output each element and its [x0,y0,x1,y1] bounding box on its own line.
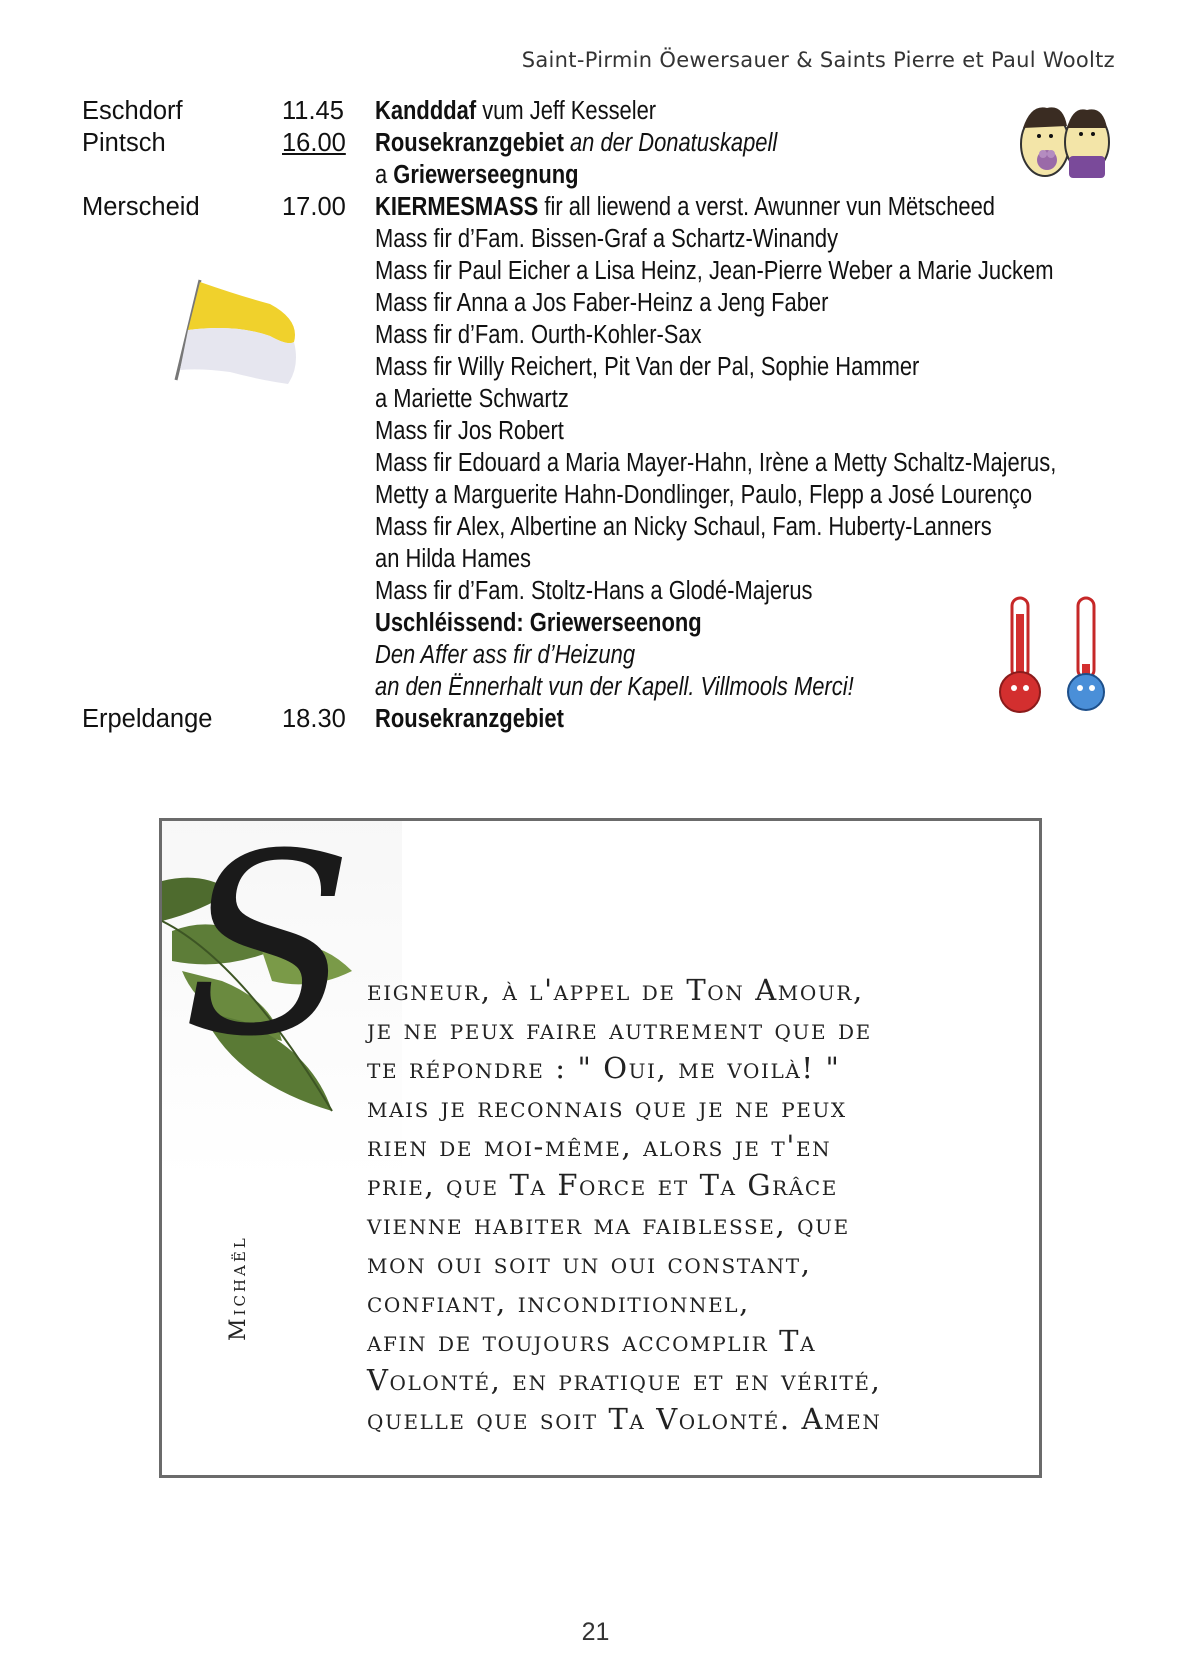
page-header: Saint-Pirmin Öewersauer & Saints Pierre et Paul Wooltz [521,48,1115,72]
schedule-row [82,607,1102,639]
description-text: Mass fir d’Fam. Ourth-Kohler-Sax [375,321,702,349]
description-bold: Griewerseegnung [393,161,579,189]
schedule-row [82,415,1102,447]
prayer-line: Volonté, en pratique et en vérité, [367,1363,882,1397]
schedule-row [82,191,1102,223]
prayer-box [159,818,1042,1478]
schedule-place: Eschdorf [82,97,183,125]
prayer-line: vienne habiter ma faiblesse, que [367,1207,850,1241]
schedule-description [375,479,1139,511]
description-text: Mass fir Jos Robert [375,417,564,445]
description-prefix: a [375,161,394,189]
schedule-row [82,511,1102,543]
description-text: a Mariette Schwartz [375,385,569,413]
schedule-row [82,447,1102,479]
description-text: Mass fir Alex, Albertine an Nicky Schaul, Fam. Huberty-Lanners [375,513,992,541]
prayer-line: rien de moi-même, alors je t'en [367,1129,832,1163]
description-text: Mass fir d’Fam. Stoltz-Hans a Glodé-Majerus [375,577,813,605]
schedule-description [375,351,1008,383]
schedule-row [82,159,1102,191]
schedule-description [375,671,932,703]
prayer-line: mais je reconnais que je ne peux [367,1090,847,1124]
description-bold: Kandddaf [375,97,477,125]
description-text: an der Donatuskapell [563,129,778,157]
schedule-description [375,511,1092,543]
schedule-description [375,159,612,191]
prayer-line: eigneur, à l'appel de Ton Amour, [367,973,864,1007]
schedule-place: Merscheid [82,193,200,221]
schedule-time: 18.30 [282,705,346,733]
prayer-line: afin de toujours accomplir Ta [367,1324,817,1358]
schedule-description [375,287,902,319]
prayer-line: je ne peux faire autrement que de [367,1012,872,1046]
description-bold: KIERMESMASS [375,193,539,221]
description-text: fir all liewend a verst. Awunner vun Mëtscheed [538,193,995,221]
schedule-row [82,639,1102,671]
description-bold: Rousekranzgebiet [375,705,564,733]
thermometers-illustration [992,594,1116,716]
page-number: 21 [581,1618,610,1646]
prayer-line: te répondre : " Oui, me voilà! " [367,1051,841,1085]
mass-schedule [82,95,1102,735]
description-text: Den Affer ass fir d’Heizung [375,641,636,669]
schedule-description [375,95,702,127]
schedule-description [375,383,600,415]
schedule-row [82,575,1102,607]
schedule-description [375,607,755,639]
description-text: Metty a Marguerite Hahn-Dondlinger, Paulo, Flepp a José Lourenço [375,481,1033,509]
schedule-description [375,703,595,735]
prayer-line: mon oui soit un oui constant, [367,1246,812,1280]
schedule-place: Erpeldange [82,705,213,733]
schedule-description [375,223,913,255]
description-text: Mass fir d’Fam. Bissen-Graf a Schartz-Winandy [375,225,839,253]
schedule-description [375,639,677,671]
schedule-description [375,255,1164,287]
schedule-place: Pintsch [82,129,166,157]
schedule-row [82,479,1102,511]
schedule-row [82,543,1102,575]
schedule-row [82,671,1102,703]
schedule-row [82,703,1102,735]
description-text: Mass fir Paul Eicher a Lisa Heinz, Jean-Pierre Weber a Marie Juckem [375,257,1054,285]
schedule-description [375,319,755,351]
schedule-row [82,95,1102,127]
drop-cap-initial: S [182,818,354,1091]
description-text: Mass fir Anna a Jos Faber-Heinz a Jeng Faber [375,289,829,317]
schedule-time: 16.00 [282,129,346,157]
prayer-text [367,971,1027,1439]
prayer-line: prie, que Ta Force et Ta Grâce [367,1168,838,1202]
description-bold: Rousekranzgebiet [375,129,564,157]
description-text: Mass fir Edouard a Maria Mayer-Hahn, Irène a Metty Schaltz-Majerus, [375,449,1057,477]
schedule-description [375,575,884,607]
description-text: an Hilda Hames [375,545,532,573]
schedule-time: 11.45 [282,97,344,125]
schedule-description [375,447,1167,479]
description-text: Mass fir Willy Reichert, Pit Van der Pal, Sophie Hammer [375,353,920,381]
description-text: vum Jeff Kesseler [476,97,657,125]
description-bold: Uschléissend: Griewerseenong [375,609,702,637]
prayer-line: quelle que soit Ta Volonté. Amen [367,1402,882,1436]
description-text: an den Ënnerhalt vun der Kapell. Villmools Merci! [375,673,854,701]
schedule-description [375,415,595,447]
schedule-time: 17.00 [282,193,346,221]
schedule-description [375,191,1096,223]
schedule-description [375,127,843,159]
grapes-couple-illustration [1017,98,1113,180]
prayer-author: Michaël [226,1235,251,1341]
prayer-line: confiant, inconditionnel, [367,1285,750,1319]
schedule-row [82,223,1102,255]
papal-flag-icon [140,276,310,394]
schedule-description [375,543,556,575]
schedule-row [82,127,1102,159]
